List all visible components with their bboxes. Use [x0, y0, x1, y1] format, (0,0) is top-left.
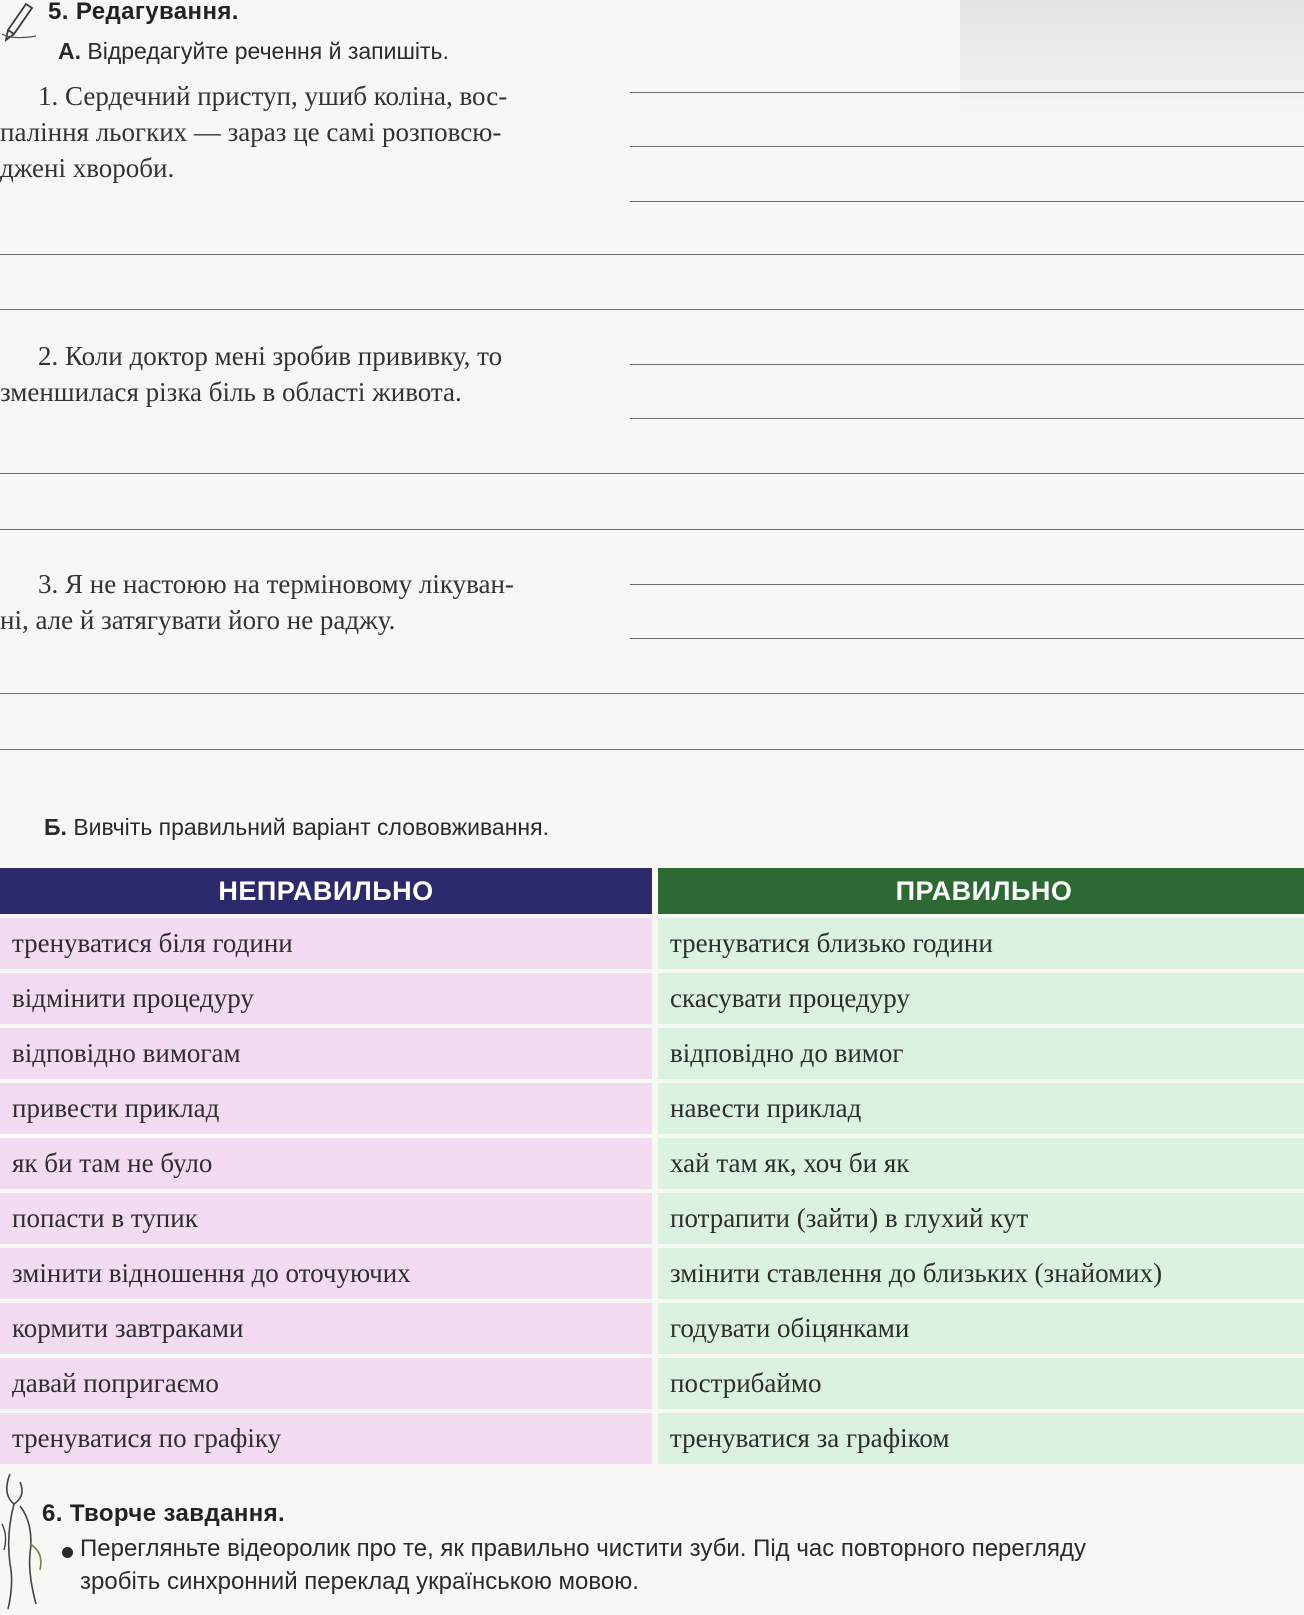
- table-row: [0, 1138, 1304, 1189]
- bullet-icon: [62, 1547, 73, 1558]
- table-row: [0, 918, 1304, 969]
- answer-line[interactable]: [630, 638, 1304, 639]
- task-5-heading: 5. Редагування.: [48, 0, 239, 25]
- right-cell: скасувати процедуру: [658, 973, 1304, 1024]
- answer-line[interactable]: [0, 749, 1304, 750]
- table-row: [0, 1028, 1304, 1079]
- right-cell: відповідно до вимог: [658, 1028, 1304, 1079]
- subtask-a-marker: А.: [58, 38, 81, 64]
- scan-shade: [960, 0, 1304, 120]
- wrong-cell: як би там не було: [0, 1138, 652, 1189]
- table-row: [0, 1083, 1304, 1134]
- right-cell: пострибаймо: [658, 1358, 1304, 1409]
- wrong-cell: попасти в тупик: [0, 1193, 652, 1244]
- wrong-cell: тренуватися по графіку: [0, 1413, 652, 1464]
- pencil-icon: [2, 0, 44, 44]
- sentence-1-line: паління льогких — зараз це самі розповсю-: [0, 117, 502, 147]
- subtask-b-marker: Б.: [44, 814, 67, 840]
- subtask-a: [58, 38, 449, 65]
- table-row: [0, 1248, 1304, 1299]
- wrong-cell: відмінити процедуру: [0, 973, 652, 1024]
- wrong-cell: змінити відношення до оточуючих: [0, 1248, 652, 1299]
- wrong-cell: відповідно вимогам: [0, 1028, 652, 1079]
- answer-line[interactable]: [0, 473, 1304, 474]
- task-6-line: Перегляньте відеоролик про те, як правильно чистити зуби. Під час повторного перегляду: [80, 1535, 1086, 1562]
- answer-line[interactable]: [630, 92, 1304, 93]
- sentence-1-line: джені хвороби.: [0, 153, 175, 183]
- header-wrong: НЕПРАВИЛЬНО: [0, 868, 652, 914]
- answer-line[interactable]: [630, 584, 1304, 585]
- wrong-cell: тренуватися біля години: [0, 918, 652, 969]
- right-cell: змінити ставлення до близьких (знайомих): [658, 1248, 1304, 1299]
- sentence-2: [0, 338, 600, 410]
- word-usage-table: [0, 864, 1304, 1468]
- table-row: [0, 1193, 1304, 1244]
- subtask-a-text: Відредагуйте речення й запишіть.: [87, 38, 449, 64]
- sentence-1-line: 1. Сердечний приступ, ушиб коліна, вос-: [38, 81, 508, 111]
- table-row: [0, 1303, 1304, 1354]
- answer-line[interactable]: [0, 254, 1304, 255]
- answer-line[interactable]: [630, 201, 1304, 202]
- right-cell: хай там як, хоч би як: [658, 1138, 1304, 1189]
- table-row: [0, 1358, 1304, 1409]
- answer-line[interactable]: [0, 529, 1304, 530]
- task-6-line: зробіть синхронний переклад українською мовою.: [80, 1568, 639, 1595]
- sentence-1: [0, 78, 600, 186]
- wrong-cell: привести приклад: [0, 1083, 652, 1134]
- header-right: ПРАВИЛЬНО: [658, 868, 1304, 914]
- subtask-b: [44, 814, 549, 841]
- table-header-row: [0, 868, 1304, 914]
- subtask-b-text: Вивчіть правильний варіант слововживання.: [73, 814, 549, 840]
- task-6-text: [80, 1532, 1304, 1598]
- right-cell: тренуватися близько години: [658, 918, 1304, 969]
- sentence-2-line: 2. Коли доктор мені зробив прививку, то: [38, 341, 503, 371]
- answer-line[interactable]: [630, 146, 1304, 147]
- sentence-3-line: 3. Я не настоюю на терміновому лікуван-: [38, 569, 514, 599]
- right-cell: потрапити (зайти) в глухий кут: [658, 1193, 1304, 1244]
- right-cell: навести приклад: [658, 1083, 1304, 1134]
- wrong-cell: кормити завтраками: [0, 1303, 652, 1354]
- answer-line[interactable]: [630, 364, 1304, 365]
- character-illustration-icon: [0, 1474, 46, 1614]
- answer-line[interactable]: [630, 418, 1304, 419]
- task-6-heading: 6. Творче завдання.: [42, 1500, 286, 1527]
- right-cell: годувати обіцянками: [658, 1303, 1304, 1354]
- sentence-2-line: зменшилася різка біль в області живота.: [0, 377, 462, 407]
- answer-line[interactable]: [0, 309, 1304, 310]
- table-row: [0, 1413, 1304, 1464]
- right-cell: тренуватися за графіком: [658, 1413, 1304, 1464]
- wrong-cell: давай попригаємо: [0, 1358, 652, 1409]
- sentence-3: [0, 566, 600, 638]
- answer-line[interactable]: [0, 693, 1304, 694]
- table-row: [0, 973, 1304, 1024]
- sentence-3-line: ні, але й затягувати його не раджу.: [0, 605, 396, 635]
